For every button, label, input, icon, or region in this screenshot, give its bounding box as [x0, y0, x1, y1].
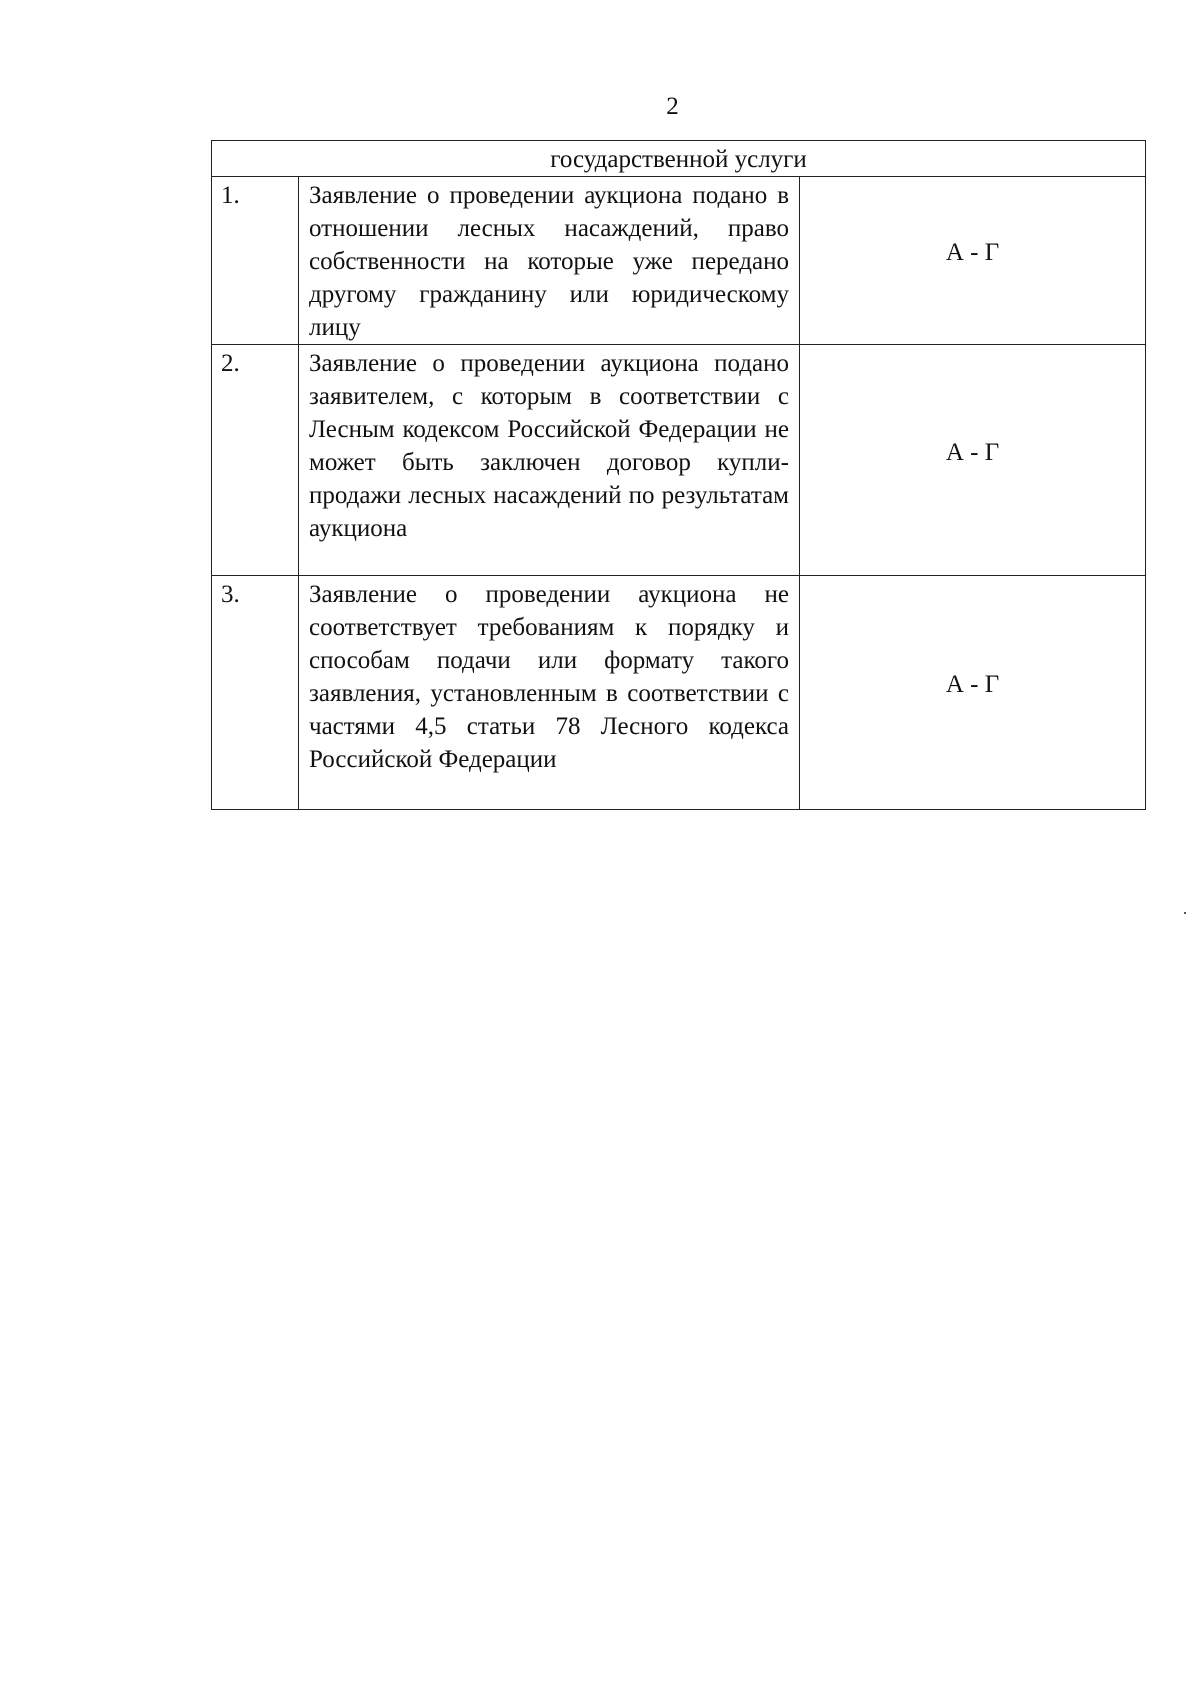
row-number: 1.	[212, 177, 299, 345]
row-code	[800, 576, 1146, 810]
grounds-table	[211, 140, 1146, 810]
page-number: 2	[666, 93, 679, 120]
table-header-cell: государственной услуги	[212, 141, 1146, 177]
scan-speck	[1184, 912, 1186, 914]
table-row	[212, 177, 1146, 345]
row-code	[800, 345, 1146, 576]
table-row	[212, 345, 1146, 576]
row-number: 2.	[212, 345, 299, 576]
table-header-row	[212, 141, 1146, 177]
row-text: Заявление о проведении аукциона не соответствует требованиям к порядку и способам подачи или формату такого заявления, установленным в соответствии с частями 4,5 статьи 78 Лесного кодекса Российской Федерации	[299, 576, 800, 810]
row-code-label: А - Г	[945, 239, 1000, 266]
row-code-label: А - Г	[945, 671, 1000, 698]
row-text: Заявление о проведении аукциона подано в отношении лесных насаждений, право собственности на которые уже передано другому гражданину или юридическому лицу	[299, 177, 800, 345]
table-row	[212, 576, 1146, 810]
row-text: Заявление о проведении аукциона подано заявителем, с которым в соответствии с Лесным кодексом Российской Федерации не может быть заключен договор купли-продажи лесных насаждений по результатам аукциона	[299, 345, 800, 576]
row-code-label: А - Г	[945, 438, 1000, 466]
row-number: 3.	[212, 576, 299, 810]
row-code	[800, 177, 1146, 345]
